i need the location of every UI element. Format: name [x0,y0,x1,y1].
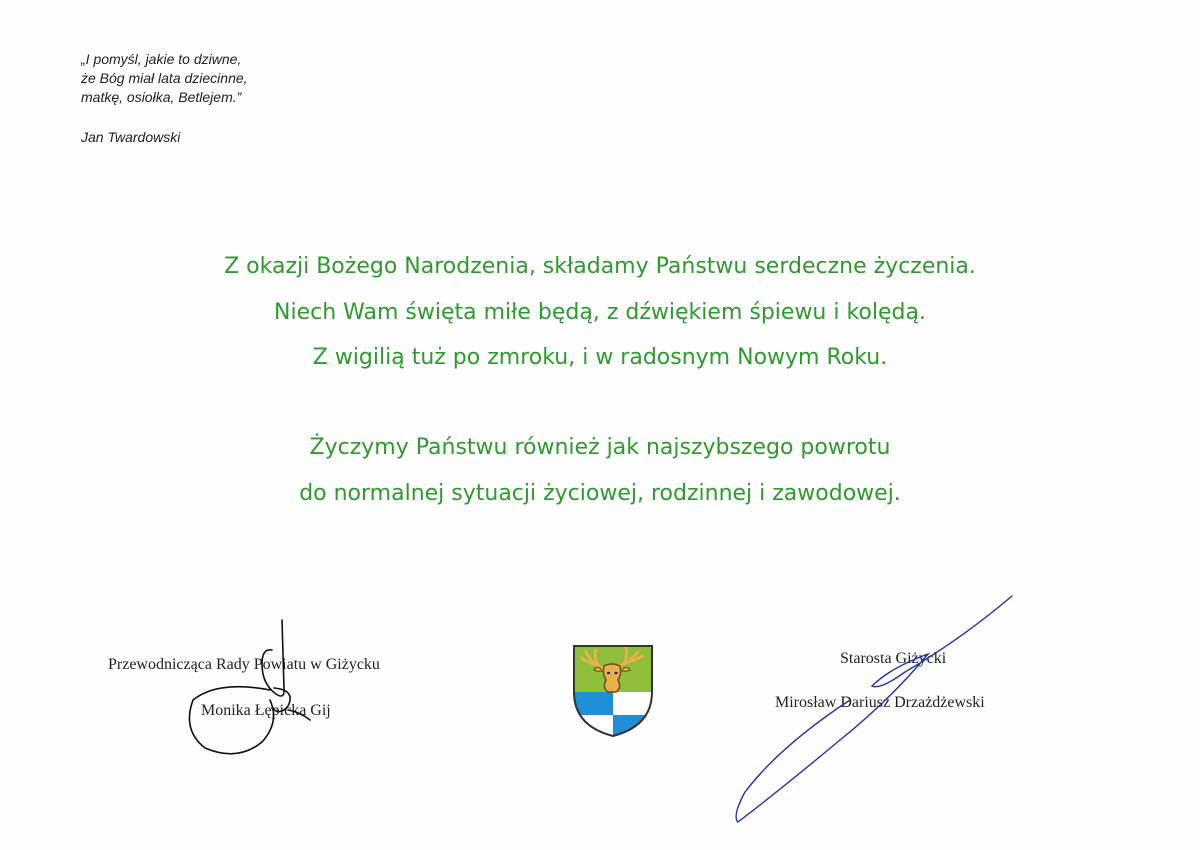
right-signatory-name: Mirosław Dariusz Drzażdżewski [775,694,985,711]
left-signatory-name: Monika Łępicka Gij [201,702,331,719]
quote-author: Jan Twardowski [81,129,181,145]
quote-line: „I pomyśl, jakie to dziwne, [81,51,242,67]
greeting-line: do normalnej sytuacji życiowej, rodzinnej i zawodowej. [299,481,901,506]
greeting-line: Niech Wam święta miłe będą, z dźwiękiem śpiewu i kolędą. [274,300,926,325]
county-coat-of-arms-icon [572,644,654,738]
greeting-line: Z okazji Bożego Narodzenia, składamy Państwu serdeczne życzenia. [224,254,976,279]
left-signatory-title: Przewodnicząca Rady Powiatu w Giżycku [108,656,380,673]
greeting-line: Życzymy Państwu również jak najszybszego powrotu [309,435,891,460]
left-signature-scribble [189,620,310,754]
greeting-line: Z wigilią tuż po zmroku, i w radosnym Nowym Roku. [312,345,888,370]
quote-line: matkę, osiołka, Betlejem.” [81,89,242,105]
quote-block [81,50,248,107]
quote-line: że Bóg miał lata dziecinne, [81,70,248,86]
right-signatory-title: Starosta Giżycki [840,650,947,667]
